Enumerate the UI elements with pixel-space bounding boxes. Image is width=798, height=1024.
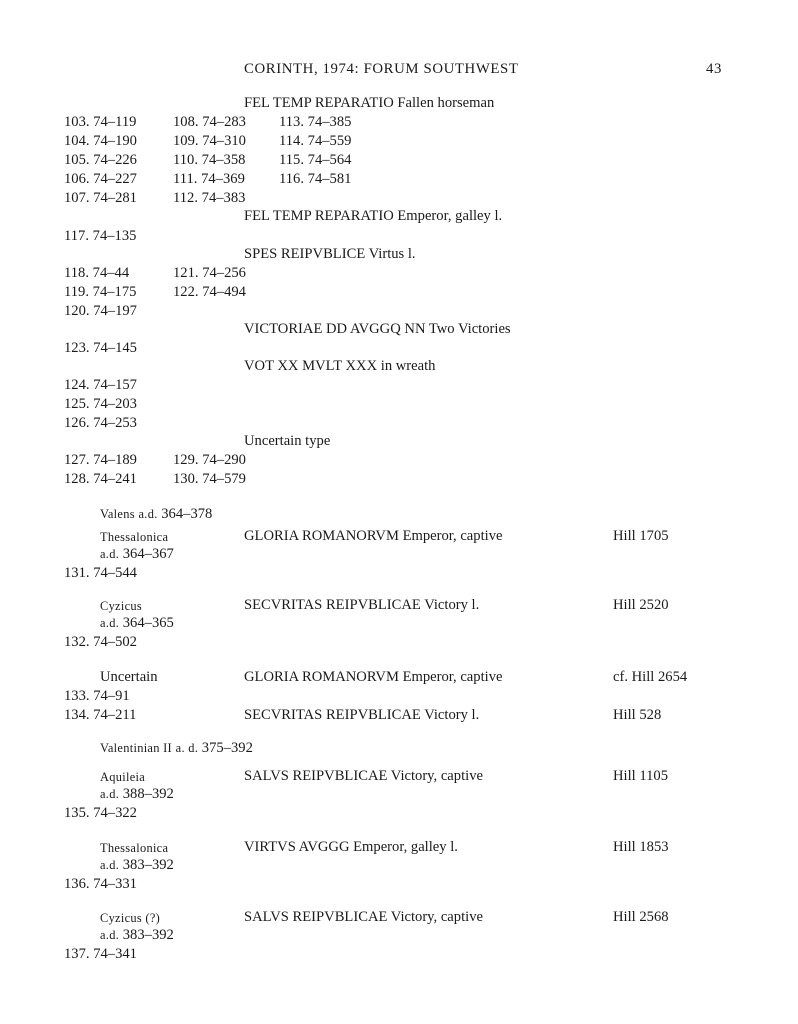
type-heading: GLORIA ROMANORVM Emperor, captive [244,669,503,685]
list-item: 134. 74–211 [64,707,137,723]
mint-name: Uncertain [100,669,158,685]
type-heading: SECVRITAS REIPVBLICAE Victory l. [244,707,480,723]
list-item: 125. 74–203 [64,396,137,412]
list-item: 113. 74–385 [279,114,352,130]
list-item: 129. 74–290 [173,452,246,468]
type-heading: Uncertain type [244,433,331,449]
list-item: 109. 74–310 [173,133,246,149]
list-item: 111. 74–369 [173,171,245,187]
mint-name: Thessalonica [100,530,169,544]
emperor-heading [100,505,212,523]
list-item: 116. 74–581 [279,171,352,187]
list-item: 110. 74–358 [173,152,246,168]
date-range: 364–365 [122,615,174,631]
mint-date [100,926,174,944]
mint-name: Thessalonica [100,841,169,855]
list-item: 120. 74–197 [64,303,137,319]
type-heading: SPES REIPVBLICE Virtus l. [244,246,416,262]
list-item: 107. 74–281 [64,190,137,206]
type-heading: SECVRITAS REIPVBLICAE Victory l. [244,597,480,613]
type-heading: VOT XX MVLT XXX in wreath [244,358,436,374]
type-heading: GLORIA ROMANORVM Emperor, captive [244,528,503,544]
reference: Hill 2520 [613,597,669,613]
mint-name: Cyzicus [100,599,143,613]
reference: Hill 1705 [613,528,669,544]
running-title: CORINTH, 1974: FORUM SOUTHWEST [244,61,519,77]
list-item: 130. 74–579 [173,471,246,487]
list-item: 121. 74–256 [173,265,246,281]
list-item: 132. 74–502 [64,634,137,650]
list-item: 124. 74–157 [64,377,137,393]
list-item: 137. 74–341 [64,946,137,962]
mint-name: Cyzicus (?) [100,911,161,925]
date-prefix: a.d. [100,787,120,801]
date-prefix: a.d. [100,928,120,942]
list-item: 135. 74–322 [64,805,137,821]
list-item: 136. 74–331 [64,876,137,892]
list-item: 126. 74–253 [64,415,137,431]
emperor-name: Valens [100,507,135,521]
type-heading: VIRTVS AVGGG Emperor, galley l. [244,839,458,855]
mint-date [100,785,174,803]
mint-date [100,614,174,632]
reference: Hill 1853 [613,839,669,855]
date-prefix: a.d. [138,507,158,521]
mint-date [100,856,174,874]
list-item: 119. 74–175 [64,284,137,300]
date-prefix: a. d. [175,741,199,755]
list-item: 114. 74–559 [279,133,352,149]
date-prefix: a.d. [100,616,120,630]
type-heading: SALVS REIPVBLICAE Victory, captive [244,909,483,925]
mint-date [100,545,174,563]
reference: Hill 2568 [613,909,669,925]
date-range: 383–392 [122,857,174,873]
list-item: 115. 74–564 [279,152,352,168]
emperor-name: Valentinian II [100,741,172,755]
emperor-heading [100,739,253,757]
reference: Hill 528 [613,707,662,723]
list-item: 118. 74–44 [64,265,130,281]
mint-name: Aquileia [100,770,146,784]
list-item: 108. 74–283 [173,114,246,130]
list-item: 127. 74–189 [64,452,137,468]
list-item: 112. 74–383 [173,190,246,206]
list-item: 133. 74–91 [64,688,130,704]
list-item: 131. 74–544 [64,565,137,581]
type-heading: FEL TEMP REPARATIO Emperor, galley l. [244,208,503,224]
type-heading: FEL TEMP REPARATIO Fallen horseman [244,95,495,111]
reference: cf. Hill 2654 [613,669,688,685]
date-prefix: a.d. [100,858,120,872]
list-item: 105. 74–226 [64,152,137,168]
list-item: 123. 74–145 [64,340,137,356]
list-item: 103. 74–119 [64,114,137,130]
date-range: 388–392 [122,786,174,802]
list-item: 122. 74–494 [173,284,246,300]
date-range: 383–392 [122,927,174,943]
reference: Hill 1105 [613,768,668,784]
emperor-dates: 375–392 [201,740,253,756]
page-number: 43 [706,61,722,77]
list-item: 104. 74–190 [64,133,137,149]
type-heading: VICTORIAE DD AVGGQ NN Two Victories [244,321,511,337]
date-range: 364–367 [122,546,174,562]
type-heading: SALVS REIPVBLICAE Victory, captive [244,768,483,784]
emperor-dates: 364–378 [161,506,213,522]
list-item: 106. 74–227 [64,171,137,187]
list-item: 117. 74–135 [64,228,137,244]
date-prefix: a.d. [100,547,120,561]
list-item: 128. 74–241 [64,471,137,487]
